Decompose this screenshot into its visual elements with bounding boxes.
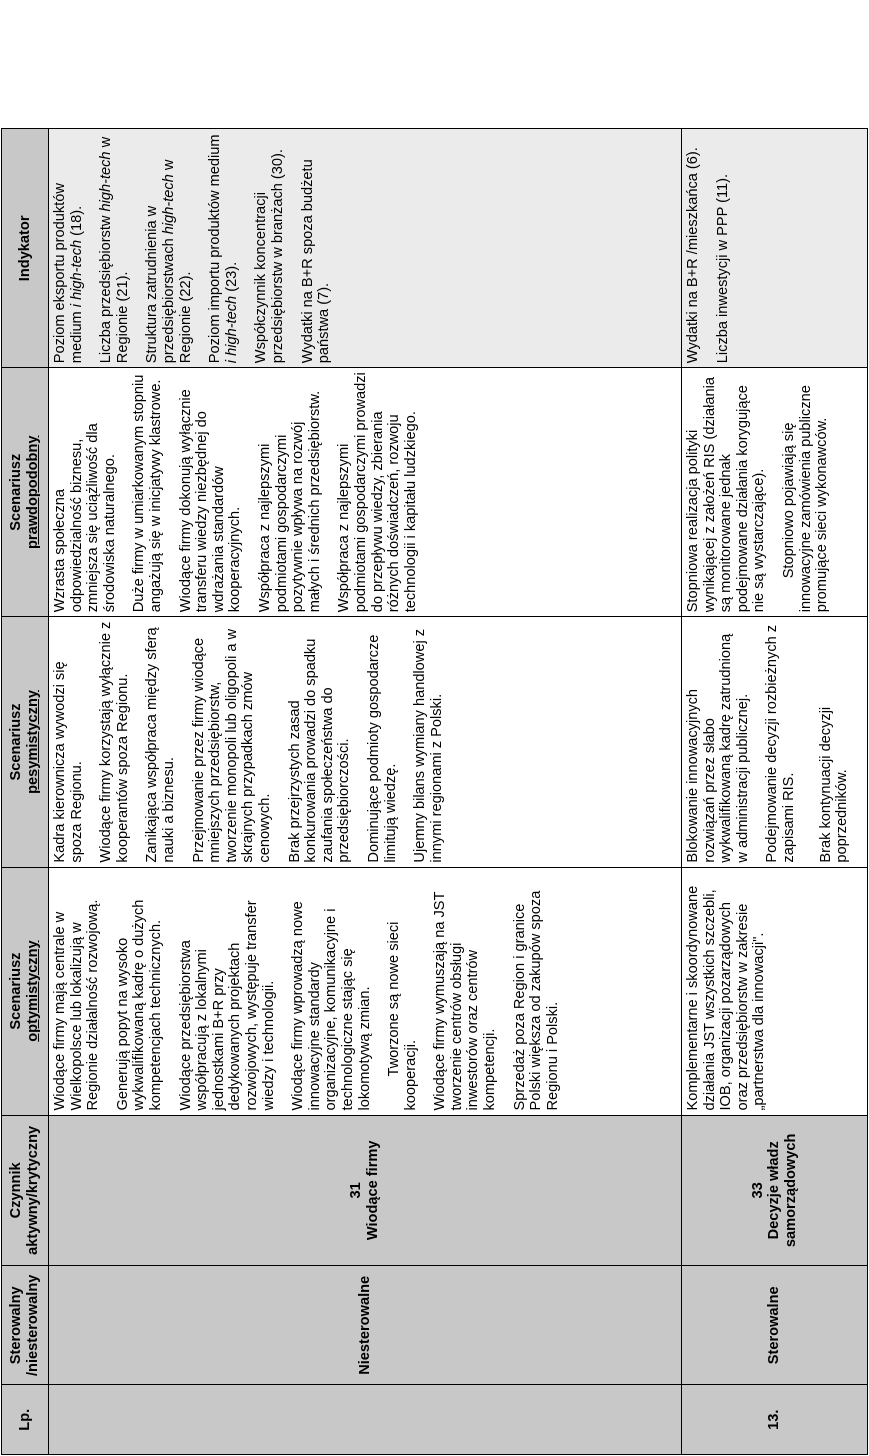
czynnik-cell: 33 Decyzje władz samorządowych bbox=[682, 1115, 868, 1266]
opt-paragraph: Wiodące przedsiębiorstwa współpracują z lokalnymi jednostkami B+R przy dedykowanych projektach rozwojowych, występuje transfer wiedzy i technologii. bbox=[177, 900, 277, 1111]
ind-paragraph: Współczynnik koncentracji przedsiębiorstw w branżach (30). bbox=[253, 149, 286, 364]
pes-paragraph: Brak przejrzystych zasad konkurowania prowadzi do spadku zaufania społeczeństwa do przedsiębiorczości. bbox=[286, 638, 353, 863]
header-optymistyczny: Scenariusz optymistyczny bbox=[2, 867, 49, 1115]
opt-paragraph: Wiodące firmy wymuszają na JST tworzenie centrów obsługi inwestorów oraz centrów kompetencji. bbox=[432, 891, 499, 1111]
header-czynnik: Czynnik aktywny/krytyczny bbox=[2, 1115, 49, 1266]
header-indykator: Indykator bbox=[2, 129, 49, 368]
header-pesymistyczny: Scenariusz pesymistyczny bbox=[2, 617, 49, 867]
lp-cell: 13. bbox=[682, 1385, 868, 1455]
lp-cell bbox=[49, 1385, 682, 1455]
pes-paragraph: Blokowanie innowacyjnych rozwiązań przez słabo wykwalifikowaną kadrę zatrudnioną w administracji publicznej. bbox=[685, 633, 751, 863]
pes-cell bbox=[49, 617, 682, 867]
czynnik-cell: 31 Wiodące firmy bbox=[49, 1115, 682, 1266]
ind-cell bbox=[49, 129, 682, 368]
sterowalny-cell: Sterowalne bbox=[682, 1266, 868, 1385]
pes-paragraph: Kadra kierownicza wywodzi się spoza Regionu. bbox=[52, 661, 85, 863]
sterowalny-cell: Niesterowalne bbox=[49, 1266, 682, 1385]
pes-paragraph: Ujemny bilans wymiany handlowej z innymi regionami z Polski. bbox=[412, 628, 445, 863]
opt-paragraph: Generują popyt na wysoko wykwalifikowaną kadrę o dużych kompetencjach technicznych. bbox=[114, 899, 164, 1111]
opt-paragraph: Komplementarne i skoordynowane działania JST wszystkich szczebli, IOB, organizacji pozarządowych oraz przedsiębiorstw w zakresie „partnerstwa dla innowacji". bbox=[685, 885, 768, 1111]
ind-paragraph: Wydatki na B+R /mieszkańca (6). bbox=[685, 147, 701, 364]
ind-paragraph: Liczba inwestycji w PPP (11). bbox=[714, 173, 731, 364]
prawd-paragraph: Duże firmy w umiarkowanym stopniu angażują się w inicjatywy klastrowe. bbox=[131, 374, 164, 613]
prawd-paragraph: Współpraca z najlepszymi podmiotami gospodarczymi prowadzi do przepływu wiedzy, zbierania różnych doświadczeń, rozwoju technologii i kapitału ludzkiego. bbox=[336, 372, 419, 613]
ind-paragraph: Struktura zatrudnienia w przedsiębiorstwach high-tech w Regionie (22). bbox=[144, 159, 194, 364]
pes-paragraph: Brak kontynuacji decyzji poprzedników. bbox=[817, 706, 851, 863]
header-sterowalny: Sterowalny /niesterowalny bbox=[2, 1266, 49, 1385]
opt-cell bbox=[49, 867, 682, 1115]
table-row bbox=[49, 2, 682, 1455]
pes-cell bbox=[682, 617, 868, 867]
opt-cell bbox=[682, 867, 868, 1115]
opt-paragraph: Tworzone są nowe sieci kooperacji. bbox=[386, 921, 419, 1111]
opt-paragraph: Wiodące firmy wprowadzą nowe innowacyjne standardy organizacyjne, komunikacyjne i technologiczne stając się lokomotywą zmian. bbox=[290, 901, 373, 1111]
ind-paragraph: Poziom importu produktów medium i high-tech (23). bbox=[207, 134, 240, 364]
prawd-paragraph: Stopniowo pojawiają się innowacyjne zamówienia publiczne promujące sieci wykonawców. bbox=[780, 385, 831, 613]
ind-paragraph: Liczba przedsiębiorstw high-tech w Regionie (21). bbox=[98, 136, 131, 364]
pes-paragraph: Wiodące firmy korzystają wyłącznie z kooperantów spoza Regionu. bbox=[98, 621, 131, 863]
prawd-paragraph: Wzrasta społeczna odpowiedzialność biznesu, zmniejsza się uciążliwość dla środowiska naturalnego. bbox=[52, 423, 118, 613]
scenario-table bbox=[1, 1, 868, 1455]
prawd-cell bbox=[682, 368, 868, 617]
prawd-paragraph: Stopniowa realizacja polityki wynikającej z założeń RIS (działania są monitorowane jednak podejmowane działania korygujące nie są wystarczające). bbox=[685, 377, 768, 613]
ind-cell bbox=[682, 129, 868, 368]
prawd-paragraph: Wiodące firmy dokonują wyłącznie transferu wiedzy niezbędnej do wdrażania standardów kooperacyjnych. bbox=[177, 389, 244, 613]
header-prawdopodobny: Scenariusz prawdopodobny bbox=[2, 368, 49, 617]
pes-paragraph: Podejmowanie decyzji rozbieżnych z zapisami RIS. bbox=[764, 624, 797, 863]
prawd-cell bbox=[49, 368, 682, 617]
prawd-paragraph: Współpraca z najlepszymi podmiotami gospodarczymi pozytywnie wpływa na rozwój małych i średnich przedsiębiorstw. bbox=[256, 390, 323, 613]
opt-paragraph: Wiodące firmy mają centrale w Wielkopolsce lub lokalizują w Regionie działalność rozwojową. bbox=[52, 899, 102, 1111]
ind-paragraph: Poziom eksportu produktów medium i high-tech (18). bbox=[52, 183, 85, 364]
header-row bbox=[2, 2, 49, 1455]
ind-paragraph: Wydatki na B+R spoza budżetu państwa (7). bbox=[299, 159, 333, 364]
opt-paragraph: Sprzedaż poza Region i granice Polski większa od zakupów spoza Regionu i Polski. bbox=[511, 890, 561, 1111]
pes-paragraph: Przejmowanie przez firmy wiodące mniejszych przedsiębiorstw, tworzenie monopoli lub oligopoli a w skrajnych przypadkach zmów cenowych. bbox=[190, 628, 273, 863]
pes-paragraph: Dominujące podmioty gospodarcze limitują wiedzę. bbox=[365, 634, 399, 863]
header-lp: Lp. bbox=[2, 1385, 49, 1455]
table-row bbox=[682, 2, 868, 1455]
pes-paragraph: Zanikająca współpraca między sferą nauki a biznesu. bbox=[144, 627, 177, 863]
